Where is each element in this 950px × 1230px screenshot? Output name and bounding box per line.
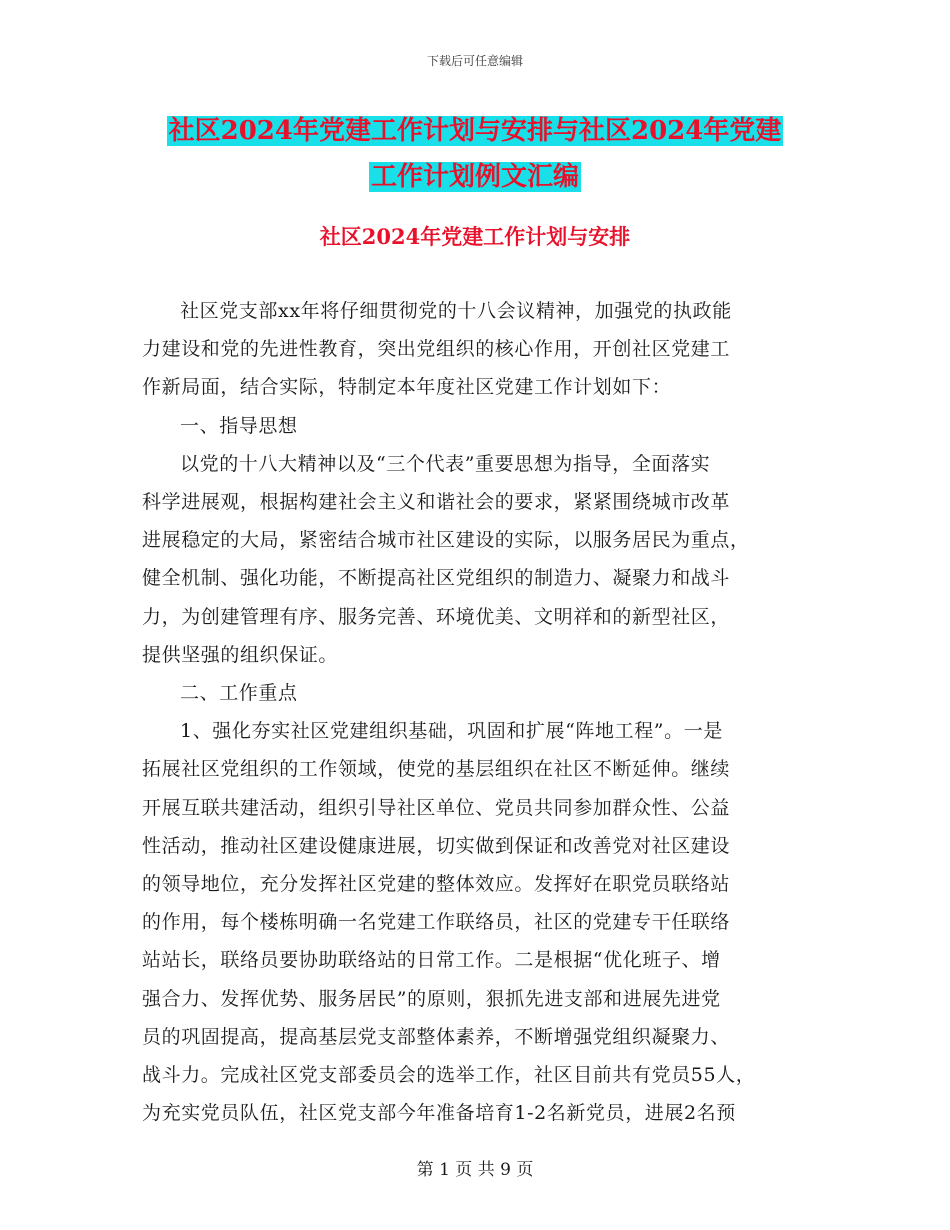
text-line: 社区党支部xx年将仔细贯彻党的十八会议精神，加强党的执政能	[180, 300, 732, 322]
text-line: 以党的十八大精神以及“三个代表”重要思想为指导，全面落实	[180, 452, 711, 475]
paragraph-intro	[142, 292, 810, 407]
paragraph-guiding-thought	[142, 445, 810, 674]
header-note: 下载后可任意编辑	[426, 54, 523, 68]
text-line: 员的巩固提高，提高基层党支部整体素养，不断增强党组织凝聚力、	[142, 1025, 731, 1048]
text-line: 开展互联共建活动，组织引导社区单位、党员共同参加群众性、公益	[142, 796, 731, 819]
text-line: 性活动，推动社区建设健康进展，切实做到保证和改善党对社区建设	[142, 834, 731, 857]
text-line: 科学进展观，根据构建社会主义和谐社会的要求，紧紧围绕城市改革	[142, 491, 731, 514]
text-line: 作新局面，结合实际，特制定本年度社区党建工作计划如下：	[142, 376, 672, 399]
paragraph-work-focus	[142, 712, 810, 1132]
text-line: 的领导地位，充分发挥社区党建的整体效应。发挥好在职党员联络站	[142, 873, 731, 896]
title-line-2: 工作计划例文汇编	[370, 162, 579, 192]
text-line: 拓展社区党组织的工作领域，使党的基层组织在社区不断延伸。继续	[142, 758, 731, 781]
document-title	[0, 108, 950, 200]
text-line: 力建设和党的先进性教育，突出党组织的核心作用，开创社区党建工	[142, 338, 731, 361]
text-line: 提供坚强的组织保证。	[142, 643, 339, 666]
text-line: 站站长，联络员要协助联络站的日常工作。二是根据“优化班子、增	[142, 949, 721, 972]
text-line: 强合力、发挥优势、服务居民”的原则，狠抓先进支部和进展先进党	[142, 987, 721, 1010]
text-line: 力，为创建管理有序、服务完善、环境优美、文明祥和的新型社区，	[142, 605, 731, 628]
heading-work-focus: 二、工作重点	[180, 682, 298, 705]
text-line: 为充实党员队伍，社区党支部今年准备培育1-2名新党员，进展2名预	[142, 1102, 736, 1125]
heading-guiding-thought: 一、指导思想	[180, 414, 298, 437]
document-body	[142, 292, 810, 1132]
text-line: 1、强化夯实社区党建组织基础，巩固和扩展“阵地工程”。一是	[180, 720, 723, 743]
text-line: 战斗力。完成社区党支部委员会的选举工作，社区目前共有党员55人，	[142, 1064, 756, 1087]
text-line: 的作用，每个楼栋明确一名党建工作联络员，社区的党建专干任联络	[142, 911, 731, 934]
text-line: 健全机制、强化功能，不断提高社区党组织的制造力、凝聚力和战斗	[142, 567, 731, 590]
text-line: 进展稳定的大局，紧密结合城市社区建设的实际，以服务居民为重点，	[142, 529, 750, 552]
section-title: 社区2024年党建工作计划与安排	[319, 224, 631, 249]
title-line-1: 社区2024年党建工作计划与安排与社区2024年党建	[168, 116, 782, 146]
page-footer: 第 1 页 共 9 页	[416, 1160, 534, 1180]
